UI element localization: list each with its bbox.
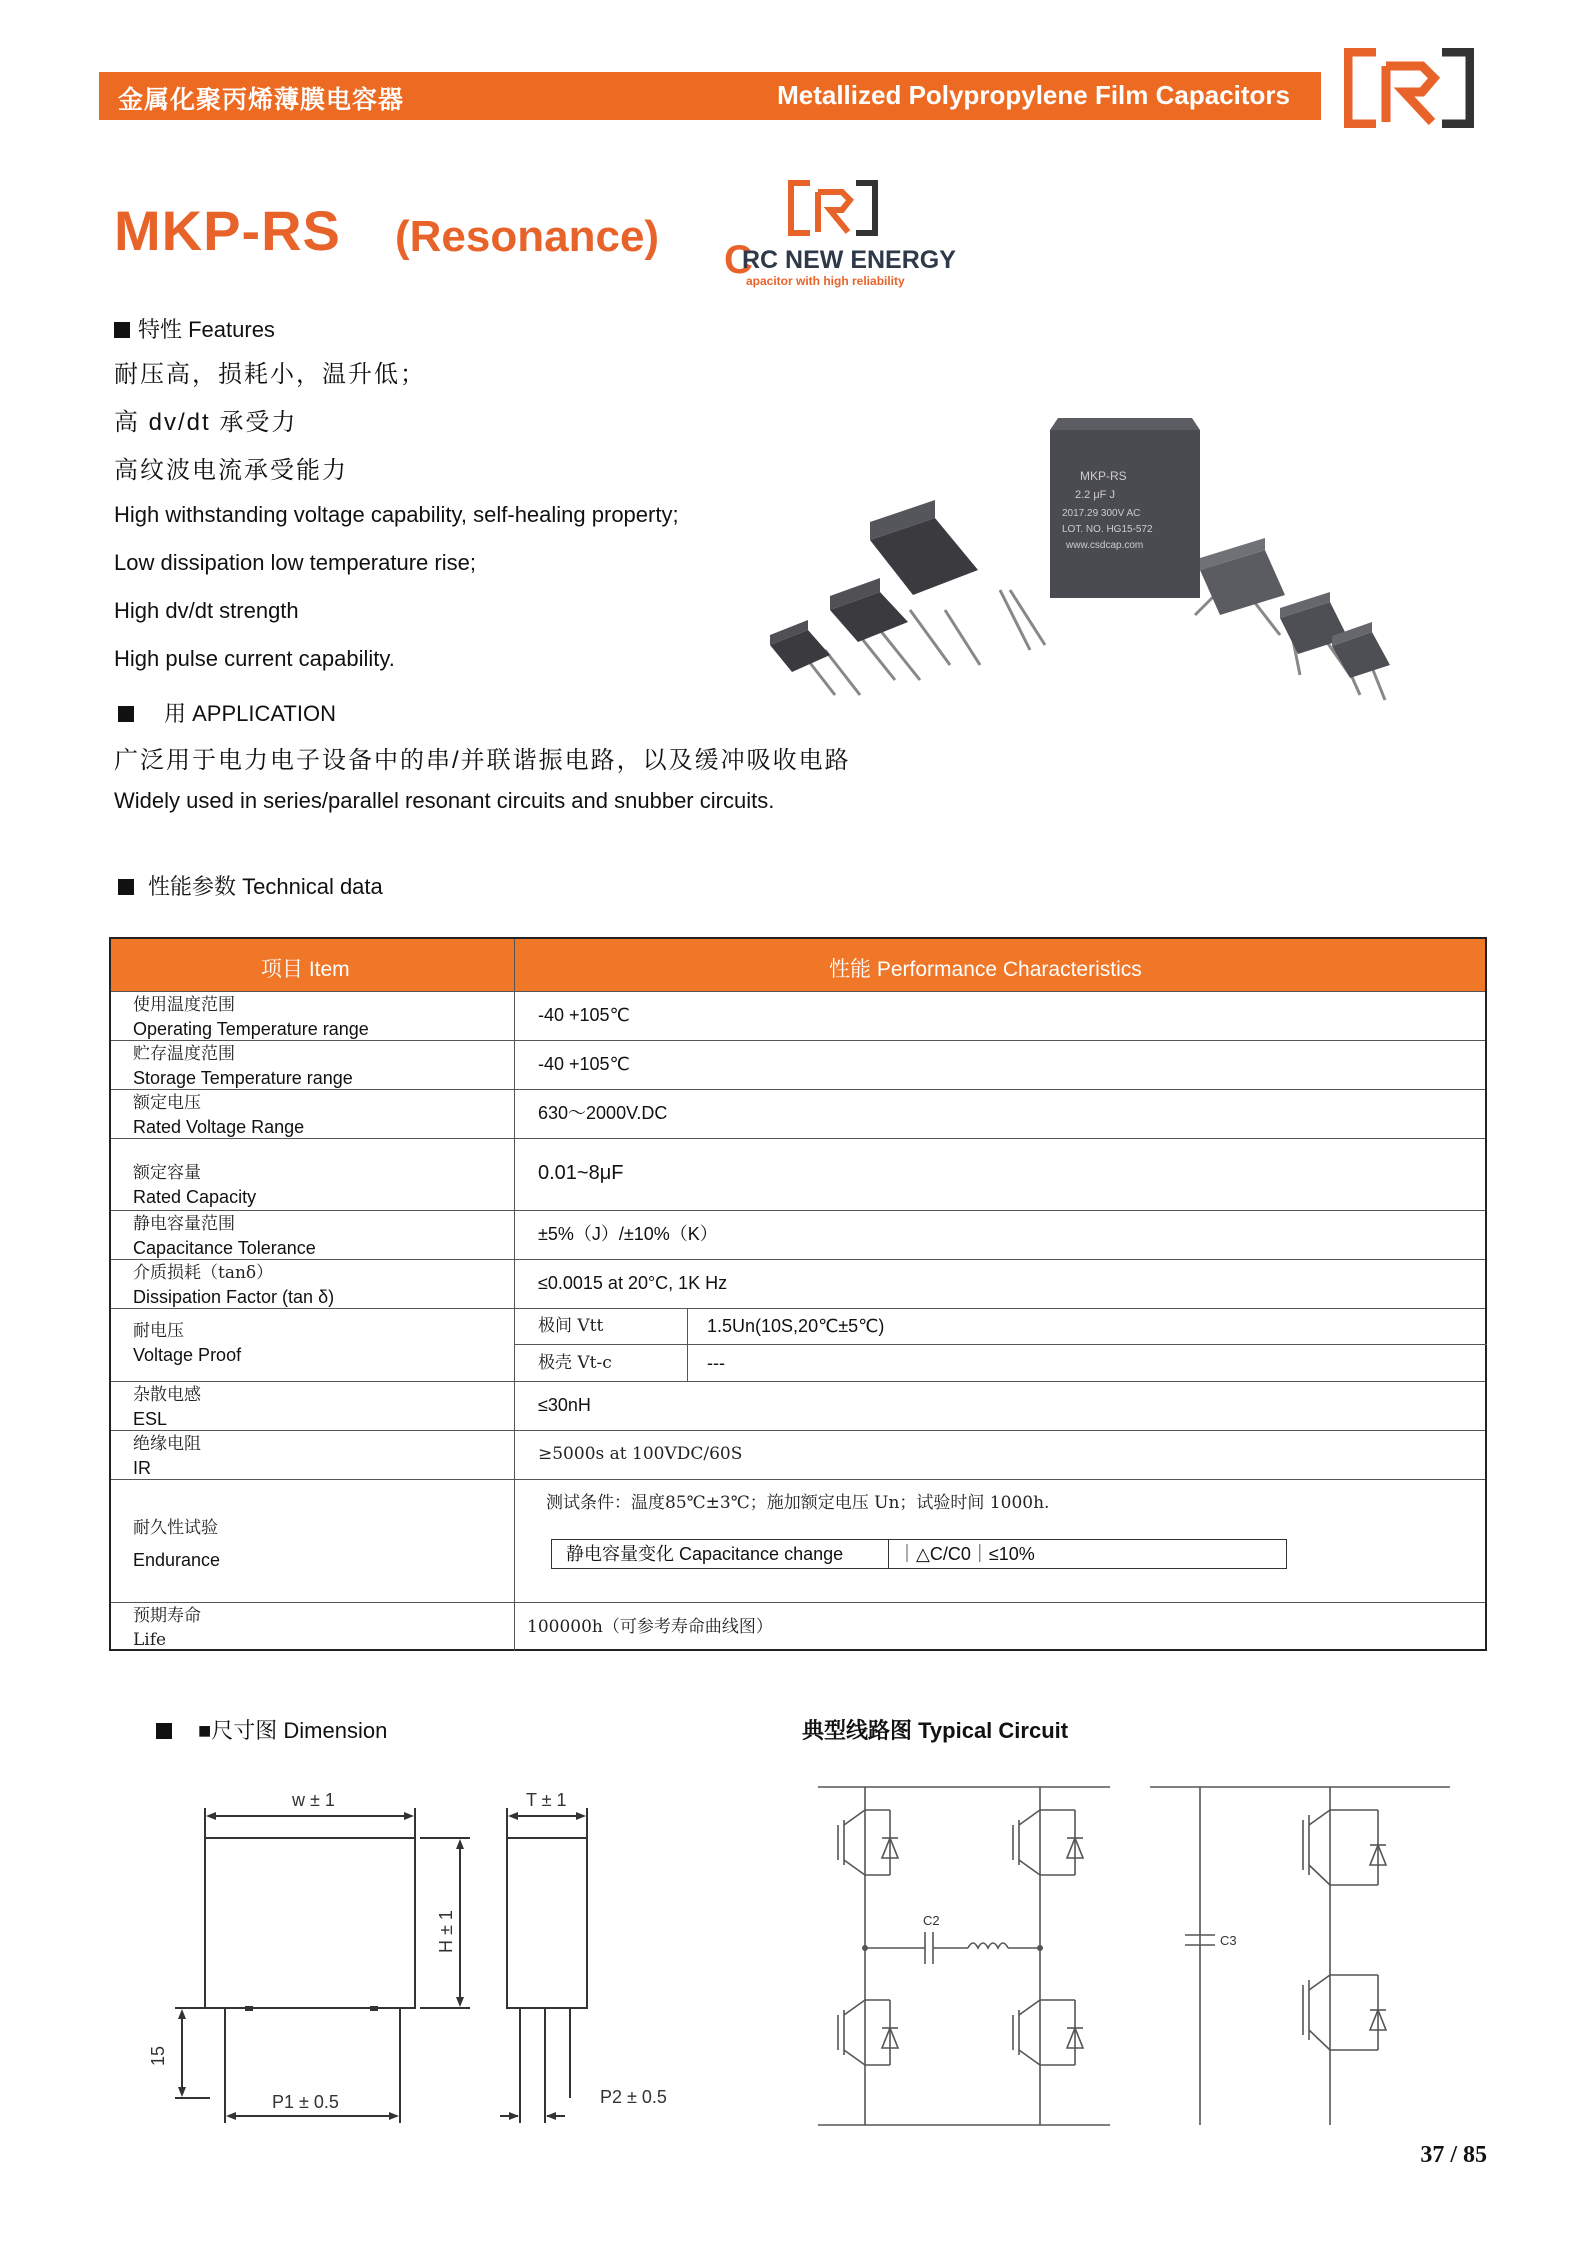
product-label-4: LOT. NO. HG15-572	[1062, 524, 1153, 535]
dim-w-label: w ± 1	[292, 1790, 335, 1810]
dimension-drawing	[140, 1768, 700, 2138]
row-value: ≥5000s at 100VDC/60S	[538, 1444, 743, 1464]
table-row: 介质损耗（tanδ） Dissipation Factor (tan δ)	[133, 1263, 335, 1307]
row-value: -40 +105℃	[538, 1005, 630, 1025]
table-row: 耐久性试验 Endurance	[133, 1518, 221, 1570]
square-bullet-icon	[118, 706, 134, 722]
features-heading: 特性 Features	[114, 313, 275, 344]
typical-circuit-diagram	[810, 1770, 1460, 2132]
feature-cn-2: 高 dv/dt 承受力	[114, 409, 298, 436]
table-row: 耐电压 Voltage Proof	[133, 1321, 242, 1365]
table-row: 静电容量范围 Capacitance Tolerance	[133, 1214, 316, 1258]
application-cn: 广泛用于电力电子设备中的串/并联谐振电路，以及缓冲吸收电路	[114, 747, 851, 774]
dim-lead-label: 15	[148, 2045, 168, 2066]
feature-cn-1: 耐压高，损耗小，温升低；	[114, 361, 426, 388]
product-label-3: 2017.29 300V AC	[1062, 508, 1141, 519]
table-row: 额定电压 Rated Voltage Range	[133, 1093, 305, 1137]
technical-heading: 性能参数 Technical data	[118, 870, 383, 901]
endurance-box	[551, 1539, 1287, 1569]
box-label: 静电容量变化 Capacitance change	[566, 1544, 844, 1564]
sub-value: 1.5Un(10S,20℃±5℃)	[707, 1316, 885, 1336]
col-performance-header: 性能 Performance Characteristics	[829, 958, 1142, 981]
square-bullet-icon	[114, 322, 130, 338]
brand-c-letter: C	[724, 238, 753, 282]
table-row: 额定容量 Rated Capacity	[133, 1163, 257, 1207]
col-item-header: 项目 Item	[261, 958, 350, 981]
feature-en-3: High dv/dt strength	[114, 598, 299, 623]
row-value: 0.01~8μF	[538, 1162, 624, 1184]
application-en: Widely used in series/parallel resonant circuits and snubber circuits.	[114, 788, 775, 813]
product-label-2: 2.2 μF J	[1075, 489, 1115, 501]
dim-t-label: T ± 1	[526, 1790, 567, 1810]
feature-en-1: High withstanding voltage capability, self-healing property;	[114, 502, 679, 527]
c2-label: C2	[923, 1913, 940, 1928]
square-bullet-icon	[118, 879, 134, 895]
header-cn-title: 金属化聚丙烯薄膜电容器	[118, 86, 405, 114]
row-value: -40 +105℃	[538, 1054, 630, 1074]
brand-tagline: apacitor with high reliability	[746, 274, 905, 288]
row-value: 测试条件：温度85℃±3℃；施加额定电压 Un；试验时间 1000h.	[546, 1493, 1050, 1513]
product-photo	[760, 410, 1400, 710]
sub-label: 极壳 Vt-c	[538, 1353, 612, 1373]
sub-value: ---	[707, 1353, 725, 1373]
product-subtitle: (Resonance)	[395, 212, 660, 261]
box-value: ｜△C/C0｜≤10%	[898, 1544, 1035, 1564]
row-value: 100000h（可参考寿命曲线图）	[527, 1617, 773, 1637]
feature-en-2: Low dissipation low temperature rise;	[114, 550, 476, 575]
header-en-title: Metallized Polypropylene Film Capacitors	[777, 80, 1290, 110]
table-row: 贮存温度范围 Storage Temperature range	[133, 1044, 353, 1088]
row-value: ≤30nH	[538, 1395, 591, 1415]
row-value: ≤0.0015 at 20°C, 1K Hz	[538, 1273, 728, 1293]
row-value: 630～2000V.DC	[538, 1103, 668, 1123]
company-logo-icon	[1344, 48, 1474, 128]
table-row: 使用温度范围 Operating Temperature range	[133, 995, 369, 1039]
product-label-5: www.csdcap.com	[1066, 540, 1144, 551]
product-label-1: MKP-RS	[1080, 469, 1127, 483]
dim-p2-label: P2 ± 0.5	[600, 2087, 667, 2107]
page-number: 37 / 85	[1420, 2142, 1487, 2168]
circuit-heading: 典型线路图 Typical Circuit	[802, 1718, 1069, 1743]
row-value: ±5%（J）/±10%（K）	[538, 1224, 718, 1244]
brand-name: RC NEW ENERGY	[742, 246, 956, 274]
table-row: 绝缘电阻 IR	[133, 1434, 201, 1478]
dimension-heading: ■尺寸图 Dimension	[156, 1714, 387, 1745]
c3-label: C3	[1220, 1933, 1237, 1948]
sub-label: 极间 Vtt	[538, 1316, 604, 1336]
square-bullet-icon	[156, 1723, 172, 1739]
dim-p1-label: P1 ± 0.5	[272, 2092, 339, 2112]
table-row: 杂散电感 ESL	[133, 1385, 201, 1429]
dim-h-label: H ± 1	[436, 1910, 456, 1953]
application-heading: 用 APPLICATION	[118, 697, 336, 728]
brand-logo-icon	[788, 180, 878, 236]
table-row: 预期寿命 Life	[133, 1606, 201, 1650]
technical-data-table	[109, 937, 1487, 1651]
feature-en-4: High pulse current capability.	[114, 646, 395, 671]
feature-cn-3: 高纹波电流承受能力	[114, 457, 348, 484]
product-title: MKP-RS	[114, 199, 341, 262]
